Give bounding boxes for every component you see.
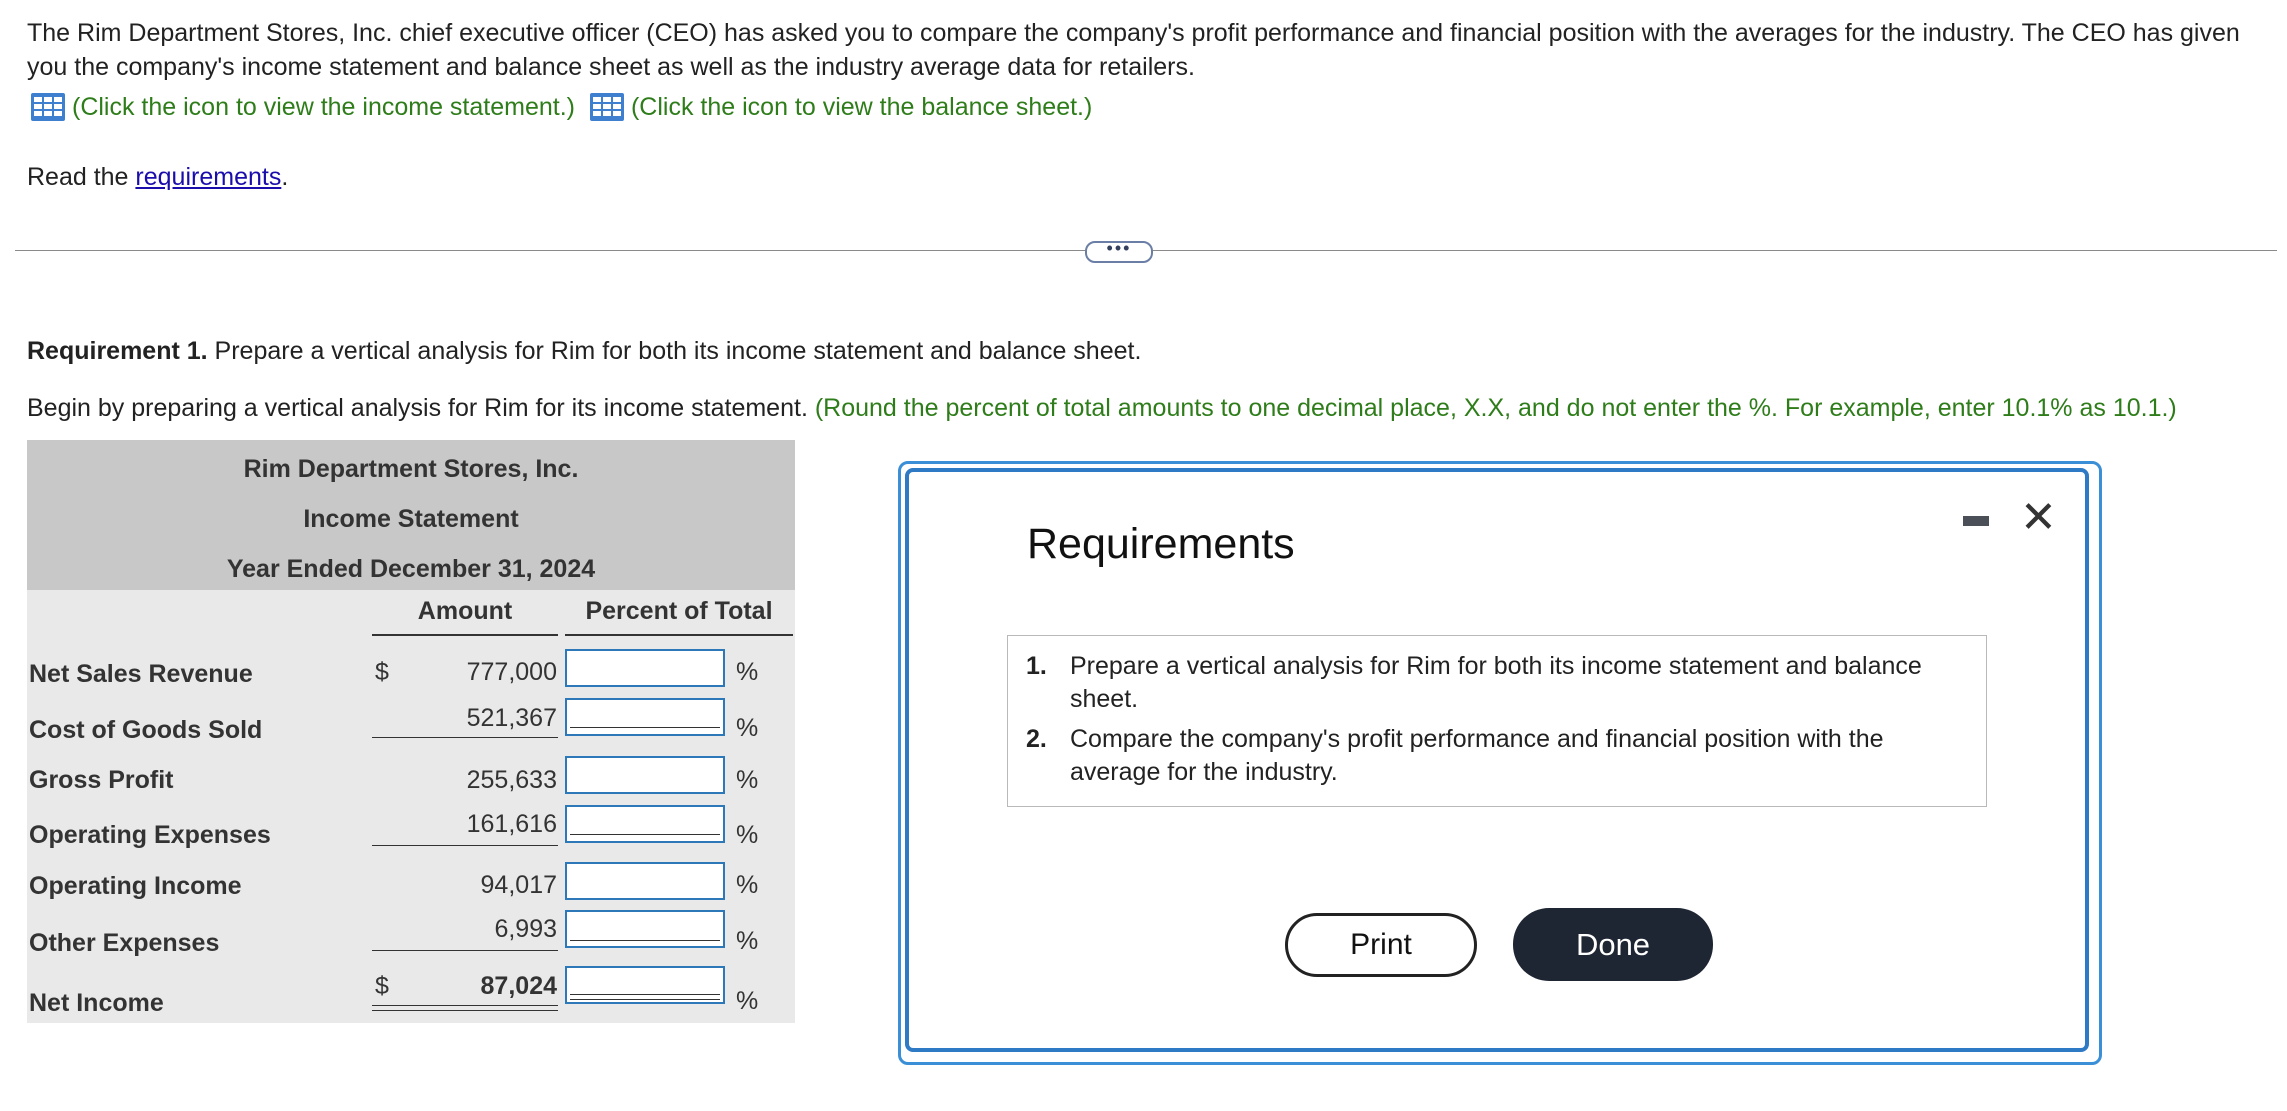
dollar-sign: $ <box>375 972 389 1000</box>
amount-gross-profit: 255,633 <box>466 766 557 794</box>
balance-sheet-link-text[interactable]: (Click the icon to view the balance sheet.) <box>630 93 1093 121</box>
requirement-text: Compare the company's profit performance and financial position with the average for the industry. <box>1070 725 1884 786</box>
percent-input-operating-income[interactable] <box>565 862 725 900</box>
expand-ellipsis-button[interactable]: ••• <box>1085 241 1153 263</box>
row-label-gross-profit: Gross Profit <box>29 766 174 794</box>
row-label-net-sales: Net Sales Revenue <box>29 660 253 688</box>
percent-double-underline <box>570 994 720 1000</box>
begin-instruction <box>27 391 2177 425</box>
read-prefix: Read the <box>27 163 136 191</box>
requirement-1-text <box>27 334 1141 368</box>
amount-operating-expenses: 161,616 <box>466 810 557 838</box>
table-grid-icon[interactable] <box>30 92 66 122</box>
amount-net-income: 87,024 <box>480 972 557 1000</box>
amount-underline <box>372 845 558 846</box>
table-grid-icon[interactable] <box>589 92 625 122</box>
amount-column-header: Amount <box>417 597 513 625</box>
amount-other-expenses: 6,993 <box>494 915 557 943</box>
rounding-note: (Round the percent of total amounts to one decimal place, X.X, and do not enter the %. For example, enter 10.1% as 10.1.) <box>814 394 2177 422</box>
amount-operating-income: 94,017 <box>480 871 557 899</box>
requirement-text: Prepare a vertical analysis for Rim for both its income statement and balance sheet. <box>1070 652 1922 713</box>
print-button[interactable]: Print <box>1285 913 1477 977</box>
percent-underline <box>570 834 720 835</box>
requirement-item <box>1026 650 1966 716</box>
intro-text: The Rim Department Stores, Inc. chief executive officer (CEO) has asked you to compare the company's profit performance and financial position with the averages for the industry. The CEO has given you the company's income statement and balance sheet as well as the industry average data for retailers. <box>27 19 2240 81</box>
statement-title: Income Statement <box>303 505 519 533</box>
amount-net-sales: 777,000 <box>466 658 557 686</box>
dollar-sign: $ <box>375 658 389 686</box>
row-label-operating-expenses: Operating Expenses <box>29 821 271 849</box>
column-header-rule <box>565 634 793 636</box>
income-statement-link[interactable] <box>30 90 575 124</box>
amount-double-underline <box>372 1005 558 1011</box>
amount-underline <box>372 737 558 738</box>
requirements-list <box>1007 635 1987 807</box>
read-requirements <box>27 160 288 194</box>
minimize-icon[interactable] <box>1963 516 1989 526</box>
percent-input-operating-expenses[interactable] <box>565 805 725 843</box>
income-statement-link-text[interactable]: (Click the icon to view the income statement.) <box>72 93 575 121</box>
requirements-link[interactable]: requirements <box>135 163 282 191</box>
row-label-other-expenses: Other Expenses <box>29 929 220 957</box>
amount-cogs: 521,367 <box>466 704 557 732</box>
read-suffix: . <box>281 163 289 191</box>
percent-input-gross-profit[interactable] <box>565 756 725 794</box>
icon-links-row <box>30 90 1092 124</box>
column-header-rule <box>372 634 558 636</box>
percent-input-net-sales[interactable] <box>565 649 725 687</box>
percent-input-other-expenses[interactable] <box>565 910 725 948</box>
statement-period: Year Ended December 31, 2024 <box>226 555 596 583</box>
percent-sign: % <box>736 927 759 955</box>
percent-sign: % <box>736 821 759 849</box>
close-icon[interactable]: ✕ <box>2020 492 2057 543</box>
percent-sign: % <box>736 766 759 794</box>
percent-underline <box>570 727 720 728</box>
amount-underline <box>372 950 558 951</box>
requirement-number: 1. <box>1026 652 1047 680</box>
percent-column-header: Percent of Total <box>585 597 773 625</box>
requirement-1-label: Requirement 1. <box>27 337 208 365</box>
balance-sheet-link[interactable] <box>589 90 1092 124</box>
requirement-1-body: Prepare a vertical analysis for Rim for both its income statement and balance sheet. <box>207 337 1142 365</box>
row-label-operating-income: Operating Income <box>29 872 242 900</box>
percent-underline <box>570 940 720 941</box>
begin-text: Begin by preparing a vertical analysis for Rim for its income statement. <box>27 394 815 422</box>
percent-sign: % <box>736 658 759 686</box>
row-label-net-income: Net Income <box>29 989 164 1017</box>
percent-sign: % <box>736 871 759 899</box>
requirement-item <box>1026 723 1966 789</box>
row-label-cogs: Cost of Goods Sold <box>29 716 263 744</box>
company-name: Rim Department Stores, Inc. <box>243 455 579 483</box>
dialog-title: Requirements <box>1027 520 1295 568</box>
percent-sign: % <box>736 714 759 742</box>
percent-sign: % <box>736 987 759 1015</box>
done-button[interactable]: Done <box>1513 908 1713 981</box>
percent-input-cogs[interactable] <box>565 698 725 736</box>
requirement-number: 2. <box>1026 725 1047 753</box>
